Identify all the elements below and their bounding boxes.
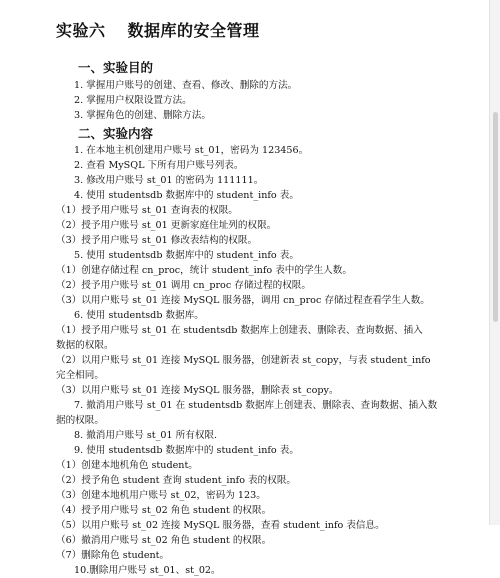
content-subitem: （6）撤消用户账号 st_02 角色 student 的权限。 (56, 535, 272, 546)
content-item: 1. 在本地主机创建用户账号 st_01，密码为 123456。 (74, 145, 309, 156)
content-subitem: （1）创建本地机角色 student。 (56, 460, 198, 471)
content-subitem: （2）授予用户账号 st_01 更新家庭住址列的权限。 (56, 220, 277, 231)
content-item: 3. 修改用户账号 st_01 的密码为 111111。 (74, 175, 264, 186)
objectives-list (56, 78, 476, 123)
document-title (56, 18, 260, 41)
content-subitem: （3）创建本地机用户账号 st_02，密码为 123。 (56, 490, 266, 501)
vertical-scrollbar[interactable] (489, 0, 500, 525)
content-item-continuation: 据的权限。 (56, 415, 104, 426)
content-subitem: （1）授予用户账号 st_01 查询表的权限。 (56, 205, 238, 216)
content-subitem: （3）以用户账号 st_01 连接 MySQL 服务器，调用 cn_proc 存储过程查看学生人数。 (56, 295, 430, 306)
content-subitem: （7）删除角色 student。 (56, 550, 170, 561)
content-list (56, 143, 476, 578)
content-subitem-continuation: 完全相同。 (56, 370, 104, 381)
content-subitem: （3）授予用户账号 st_01 修改表结构的权限。 (56, 235, 258, 246)
title-topic: 数据库的安全管理 (127, 21, 260, 40)
content-subitem: （2）以用户账号 st_01 连接 MySQL 服务器，创建新表 st_copy，与表 student_info (56, 355, 431, 366)
content-subitem-continuation: 数据的权限。 (56, 340, 114, 351)
content-subitem: （2）授予角色 student 查询 student_info 表的权限。 (56, 475, 297, 486)
scrollbar-thumb[interactable] (493, 112, 498, 322)
content-item: 9. 使用 studentsdb 数据库中的 student_info 表。 (74, 445, 299, 456)
title-chapter: 实验六 (56, 21, 106, 40)
section-heading-content: 二、实验内容 (78, 126, 154, 141)
content-subitem: （2）授予用户账号 st_01 调用 cn_proc 存储过程的权限。 (56, 280, 311, 291)
content-item: 10.删除用户账号 st_01、st_02。 (74, 565, 221, 576)
content-subitem: （1）授予用户账号 st_01 在 studentsdb 数据库上创建表、删除表、查询数据、插入 (56, 325, 423, 336)
content-subitem: （5）以用户账号 st_02 连接 MySQL 服务器，查看 student_info 表信息。 (56, 520, 385, 531)
content-item: 2. 查看 MySQL 下所有用户账号列表。 (74, 160, 244, 171)
section-heading-objectives: 一、实验目的 (78, 60, 154, 75)
content-item: 4. 使用 studentsdb 数据库中的 student_info 表。 (74, 190, 299, 201)
objective-item: 3. 掌握角色的创建、删除方法。 (74, 110, 211, 121)
objective-item: 2. 掌握用户权限设置方法。 (74, 95, 192, 106)
content-item: 7. 撤消用户账号 st_01 在 studentsdb 数据库上创建表、删除表、查询数据、插入数 (74, 400, 438, 411)
content-item: 8. 撤消用户账号 st_01 所有权限. (74, 430, 218, 441)
content-item: 6. 使用 studentsdb 数据库。 (74, 310, 204, 321)
objective-item: 1. 掌握用户账号的创建、查看、修改、删除的方法。 (74, 80, 298, 91)
content-subitem: （1）创建存储过程 cn_proc，统计 student_info 表中的学生人数。 (56, 265, 352, 276)
content-subitem: （4）授予用户账号 st_02 角色 student 的权限。 (56, 505, 272, 516)
content-item: 5. 使用 studentsdb 数据库中的 student_info 表。 (74, 250, 299, 261)
content-subitem: （3）以用户账号 st_01 连接 MySQL 服务器，删除表 st_copy。 (56, 385, 339, 396)
